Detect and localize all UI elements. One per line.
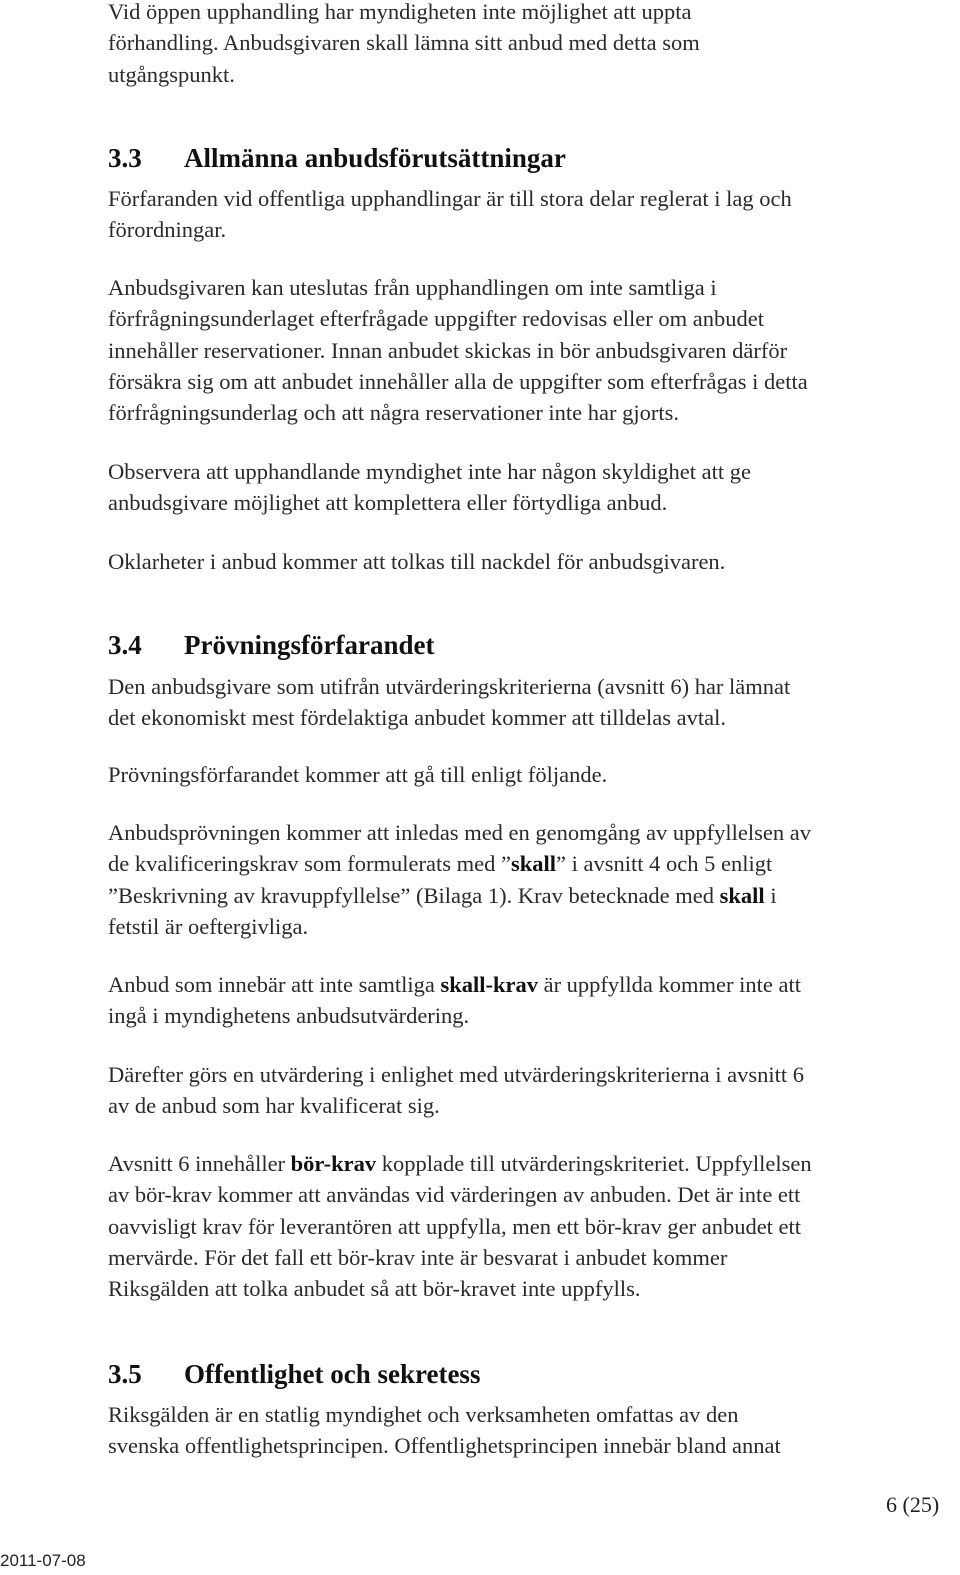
text-line: av de anbud som har kvalificerat sig. [108, 1093, 440, 1119]
text-line [108, 1148, 953, 1179]
text-line: innehåller reservationer. Innan anbudet skickas in bör anbudsgivaren därför [108, 337, 788, 363]
section-title: Allmänna anbudsförutsättningar [184, 143, 566, 173]
text-line: av bör-krav kommer att användas vid värderingen av anbuden. Det är inte ett [108, 1182, 801, 1208]
text-line: försäkra sig om att anbudet innehåller alla de uppgifter som efterfrågas i detta [108, 368, 808, 394]
text-line: Prövningsförfarandet kommer att gå till enligt följande. [108, 762, 608, 787]
section-number: 3.3 [108, 143, 142, 173]
paragraph [108, 456, 953, 519]
text-line [108, 969, 953, 1000]
text-line: Observera att upphandlande myndighet inte har någon skyldighet att ge [108, 459, 751, 484]
paragraph [108, 671, 953, 734]
paragraph [108, 272, 953, 428]
text-line: Den anbudsgivare som utifrån utvärderingskriterierna (avsnitt 6) har lämnat [108, 674, 791, 699]
footer-date: 2011-07-08 [0, 1551, 86, 1570]
text-line: utgångspunkt. [108, 61, 235, 87]
text-run: Anbud som innebär att inte samtliga [108, 972, 441, 997]
text-line: förordningar. [108, 217, 227, 243]
text-run: i [764, 882, 777, 908]
text-line: fetstil är oeftergivliga. [108, 913, 309, 939]
text-line: svenska offentlighetsprincipen. Offentlighetsprincipen innebär bland annat [108, 1433, 781, 1459]
text-line: Riksgälden är en statlig myndighet och verksamheten omfattas av den [108, 1402, 739, 1427]
paragraph [108, 1399, 953, 1462]
text-run: ” i avsnitt 4 och 5 enligt [556, 851, 773, 877]
bold-text: skall [511, 851, 557, 877]
paragraph [108, 183, 953, 246]
text-line [108, 848, 953, 879]
bold-text: skall [719, 882, 765, 908]
text-line: förfrågningsunderlaget efterfrågade uppgifter redovisas eller om anbudet [108, 306, 764, 332]
text-run: är uppfyllda kommer inte att [537, 972, 801, 997]
bold-text: bör-krav [290, 1151, 377, 1176]
text-line: oavvisligt krav för leverantören att uppfylla, men ett bör-krav ger anbudet ett [108, 1213, 802, 1239]
section-title: Offentlighet och sekretess [184, 1359, 481, 1389]
text-run: de kvalificeringskrav som formulerats med ” [108, 851, 511, 877]
section-number: 3.4 [108, 630, 142, 660]
bold-text: skall-krav [440, 972, 538, 997]
text-line: Anbudsgivaren kan uteslutas från upphandlingen om inte samtliga i [108, 275, 717, 300]
section-number: 3.5 [108, 1359, 142, 1389]
text-line: Därefter görs en utvärdering i enlighet med utvärderingskriterierna i avsnitt 6 [108, 1062, 805, 1087]
text-line: förfrågningsunderlag och att några reservationer inte har gjorts. [108, 400, 680, 426]
section-heading [108, 141, 566, 175]
paragraph [108, 546, 953, 577]
paragraph [108, 1148, 953, 1304]
section-title: Prövningsförfarandet [184, 630, 435, 660]
text-line: anbudsgivare möjlighet att komplettera eller förtydliga anbud. [108, 490, 668, 516]
text-line: Vid öppen upphandling har myndigheten inte möjlighet att uppta [108, 0, 692, 24]
page-number: 6 (25) [886, 1492, 940, 1517]
text-line: Riksgälden att tolka anbudet så att bör-kravet inte uppfylls. [108, 1276, 641, 1302]
text-line: det ekonomiskt mest fördelaktiga anbudet kommer att tilldelas avtal. [108, 705, 726, 731]
paragraph [108, 969, 953, 1032]
text-line: Oklarheter i anbud kommer att tolkas till nackdel för anbudsgivaren. [108, 549, 726, 574]
text-line: mervärde. För det fall ett bör-krav inte är besvarat i anbudet kommer [108, 1244, 728, 1270]
section-heading [108, 1357, 480, 1391]
text-line: Förfaranden vid offentliga upphandlingar är till stora delar reglerat i lag och [108, 186, 792, 211]
text-line: Anbudsprövningen kommer att inledas med en genomgång av uppfyllelsen av [108, 820, 811, 845]
text-line [108, 880, 953, 911]
paragraph [108, 1059, 953, 1122]
paragraph [108, 817, 953, 942]
text-run: kopplade till utvärderingskriteriet. Uppfyllelsen [376, 1151, 812, 1176]
section-heading [108, 628, 434, 662]
text-run: Avsnitt 6 innehåller [108, 1151, 291, 1176]
intro-paragraph [108, 0, 953, 90]
text-line: förhandling. Anbudsgivaren skall lämna sitt anbud med detta som [108, 30, 700, 56]
text-line: ingå i myndighetens anbudsutvärdering. [108, 1003, 470, 1029]
text-run: ”Beskrivning av kravuppfyllelse” (Bilaga 1). Krav betecknade med [108, 882, 720, 908]
paragraph [108, 759, 953, 790]
